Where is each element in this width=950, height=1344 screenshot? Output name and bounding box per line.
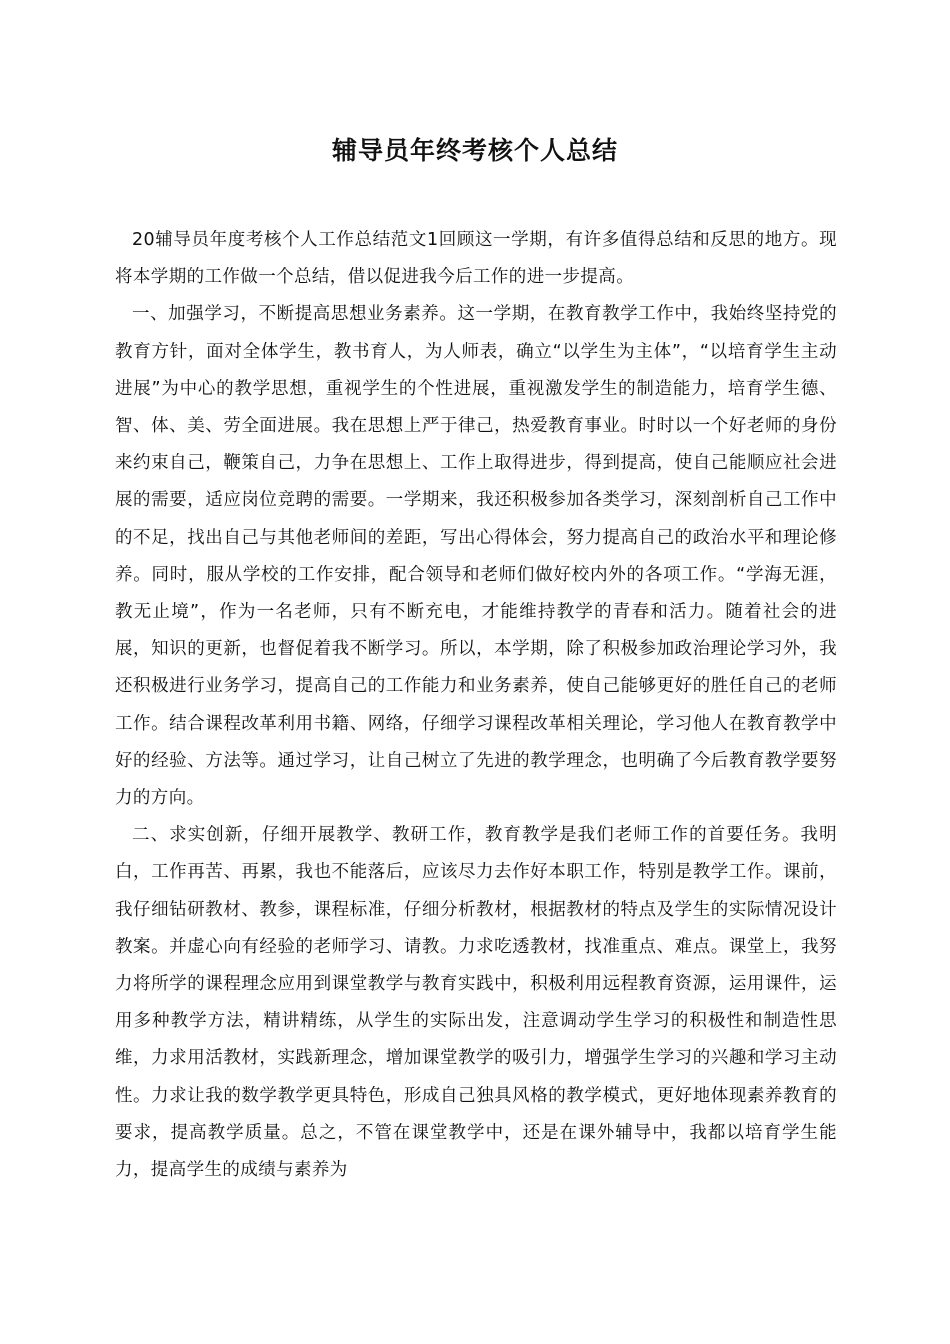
paragraph-intro: 20辅导员年度考核个人工作总结范文1回顾这一学期，有许多值得总结和反思的地方。现将本学期的工作做一个总结，借以促进我今后工作的进一步提高。	[115, 230, 837, 288]
paragraph-section-two: 二、求实创新，仔细开展教学、教研工作，教育教学是我们老师工作的首要任务。我明白，工作再苦、再累，我也不能落后，应该尽力去作好本职工作，特别是教学工作。课前，我仔细钻研教材、教参，课程标准，仔细分析教材，根据教材的特点及学生的实际情况设计教案。并虚心向有经验的老师学习、请教。力求吃透教材，找准重点、难点。课堂上，我努力将所学的课程理念应用到课堂教学与教育实践中，积极利用远程教育资源，运用课件，运用多种教学方法，精讲精练，从学生的实际出发，注意调动学生学习的积极性和制造性思维，力求用活教材，实践新理念，增加课堂教学的吸引力，增强学生学习的兴趣和学习主动性。力求让我的数学教学更具特色，形成自己独具风格的教学模式，更好地体现素养教育的要求，提高教学质量。总之，不管在课堂教学中，还是在课外辅导中，我都以培育学生能力，提高学生的成绩与素养为	[115, 825, 837, 1181]
document-title: 辅导员年终考核个人总结	[331, 136, 618, 165]
paragraph-section-one: 一、加强学习，不断提高思想业务素养。这一学期，在教育教学工作中，我始终坚持党的教育方针，面对全体学生，教书育人，为人师表，确立“以学生为主体”，“以培育学生主动进展”为中心的教学思想，重视学生的个性进展，重视激发学生的制造能力，培育学生德、智、体、美、劳全面进展。我在思想上严于律己，热爱教育事业。时时以一个好老师的身份来约束自己，鞭策自己，力争在思想上、工作上取得进步，得到提高，使自己能顺应社会进展的需要，适应岗位竞聘的需要。一学期来，我还积极参加各类学习，深刻剖析自己工作中的不足，找出自己与其他老师间的差距，写出心得体会，努力提高自己的政治水平和理论修养。同时，服从学校的工作安排，配合领导和老师们做好校内外的各项工作。“学海无涯，教无止境”，作为一名老师，只有不断充电，才能维持教学的青春和活力。随着社会的进展，知识的更新，也督促着我不断学习。所以，本学期，除了积极参加政治理论学习外，我还积极进行业务学习，提高自己的工作能力和业务素养，使自己能够更好的胜任自己的老师工作。结合课程改革利用书籍、网络，仔细学习课程改革相关理论，学习他人在教育教学中好的经验、方法等。通过学习，让自己树立了先进的教学理念，也明确了今后教育教学要努力的方向。	[115, 304, 837, 809]
document-body	[115, 222, 837, 1189]
